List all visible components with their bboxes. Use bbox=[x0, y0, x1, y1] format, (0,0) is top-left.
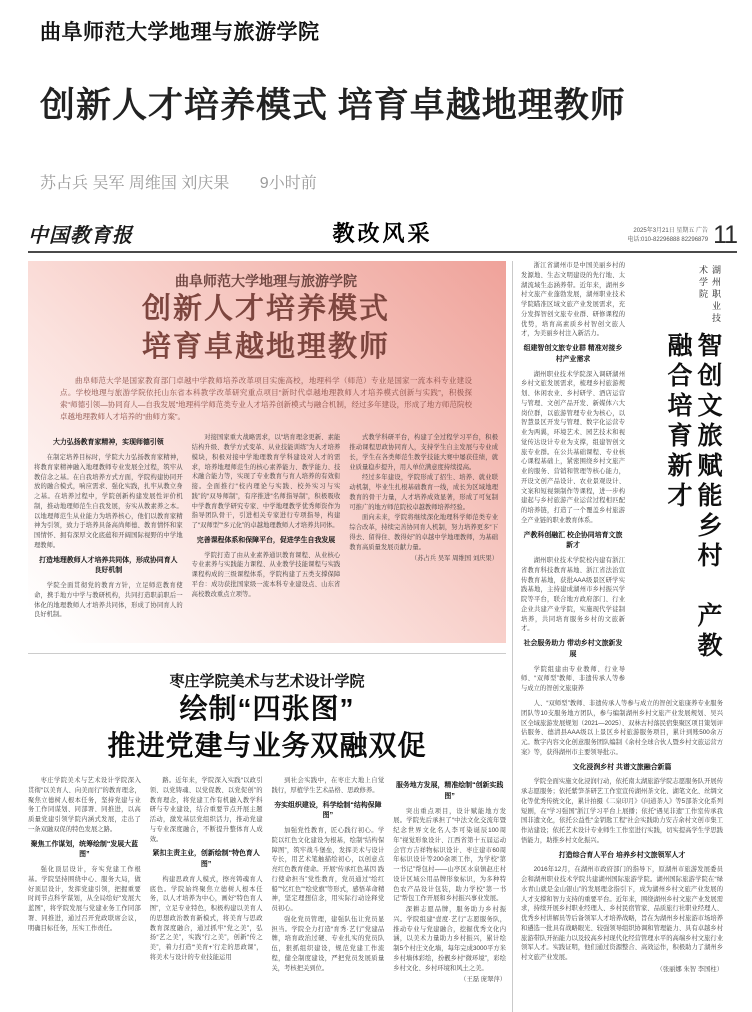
sub-headline: 聚焦工作谋划，统筹绘制“发展大蓝图” bbox=[30, 840, 139, 859]
article-huzhou-vertical-headline-area bbox=[625, 261, 737, 691]
author-signature: （王磊 庞翠萍） bbox=[460, 976, 506, 984]
body-paragraph: 对接国家重大战略需求，以“培育理念更新、素能结构升级、教学方式变革、从业技能训练”为人才培养模块，积极对接中学地理教育学科建设对人才的需求，培养地理师范生的核心素养能力、教学能力、技术融合能力等，实现了专业教育与育人培养的有效衔接。全面推行“校内理论与实践、校外实习与实践”的“双导师制”，有序推进“名师指导制”，积极吸收中学教育教学研究专家、中学地理教学优秀师资作为指导团队骨干，引进相关专家进行专项指导，构建了“双师型”“多元化”的卓越地理教师人才培养共同体。 bbox=[191, 434, 341, 530]
text-column bbox=[28, 776, 141, 1012]
date-line: 2025年3月21日 星期五 广告 bbox=[633, 227, 709, 234]
sub-headline: 服务地方发展，精准绘制“创新实践图” bbox=[395, 782, 504, 800]
body-paragraph: 构建思政育人模式，擦亮铸魂育人底色。学院始终聚焦立德树人根本任务，以人才培养为中心，画好“特色育人图”，立足专业特色，积极构建以美育人的思想政治教育新模式，将美育与思政教育深度融合，通过抓牢“党之美”，弘扬“艺之美”，实践“行之美”，创新“传之美”，着力打造“‘美育+’行走的思政课”，将美术与设计的专业技能运用 bbox=[149, 875, 263, 961]
body-paragraph: 在制定培养目标时，学院大力弘扬教育家精神，将教育家精神融入地理教师专业发展全过程，筑牢从教信念之基。在自我培养方式方面，学院构建协同开放的融合模式，响应需求、强化实践，扎牢从教立身之基。在培养过程中，学院创新构建发展性评价机制，推动地理师范生自我发展，夯实从教素养之本。以地理师范生从业能力为培养核心，他们以教育家精神为引领，致力于培养具备高尚师德、教育情怀和家国情怀、拥有深厚文化底蕴和开阔国际视野的中学地理教师。 bbox=[34, 454, 183, 549]
body-paragraph: 枣庄学院美术与艺术设计学院深入贯彻“以美育人、向美而行”的教育理念，聚焦立德树人根本任务，坚持党建与业务工作同谋划、同部署、同推进，以高质量党建引领学院内涵式发展，走出了一条双融双促的特色发展之路。 bbox=[28, 777, 141, 833]
text-column bbox=[393, 776, 506, 1012]
sub-headline: 夯实组织建设，科学绘制“结构保障图” bbox=[274, 801, 382, 820]
publish-time: 9小时前 bbox=[259, 175, 317, 192]
body-paragraph: 2016年12月，在湖州市政府部门的指导下，原湖州市旅游发展委员会和湖州职业技术学院共建湖州国际旅游学院。湖州国际旅游学院在“绿水青山就是金山银山”的发展理念指引下，成为湖州乡村文旅产业发展的人才支撑和智力支持的重要平台。近年来，围绕湖州乡村文旅产业发展需求，持续开展乡村职业经理人、乡村民宿管家、品质旅行社职业经理人、优秀乡村讲解员等后备领军人才培养战略，旨在为湖州乡村旅游市场培养和遴选一批具有战略眼光、较强领导组织协调和管理能力、具有卓越乡村旅游带队开拓能力以及较高乡村现代化经营管理水平的高端乡村文旅行业领军人才。实践证明，他们通过资源整合、高效运作，积极助力了湖州乡村文旅产业发展。 bbox=[521, 866, 723, 961]
page-number: 11 bbox=[713, 221, 738, 249]
text-column bbox=[521, 261, 625, 691]
sub-headline: 社会服务助力 带动乡村文旅新发展 bbox=[523, 640, 623, 658]
byline bbox=[40, 170, 712, 193]
article-huzhou-bottom bbox=[521, 699, 737, 1012]
body-paragraph: 式教学科研平台，构建了全过程学习平台，积极推动课程思政协同育人，支持学生自主发展与专业成长，学生在各类师范生教学技能大赛中屡获佳绩，就业质量稳步提升，用人单位满意度持续提高。 bbox=[349, 434, 498, 471]
body-paragraph: 经过多年建设，学院形成了招生、培养、就业联动机制，毕业生扎根基础教育一线，成长为区域地理教育的骨干力量，人才培养成效显著，形成了可复制可推广的地方师范院校卓越教师培养经验。 bbox=[349, 474, 498, 511]
article-qufu bbox=[28, 261, 506, 643]
body-paragraph: 学院组建由专业教师、行业导师、“双师型”教师、非遗传承人等参与成立的智创文旅康养 bbox=[521, 665, 625, 691]
author-signature: （苏占兵 吴军 周维国 刘庆果） bbox=[410, 555, 498, 563]
body-paragraph: 深耕志愿品牌，服务助力乡村振兴。学院组建“壹度·艺行”志愿服务队，推动专业与党建融合，挖掘优秀文化内涵，以美术力量助力乡村振兴，累计绘制5个村庄文化墙，每年完成3000平方米乡村墙体彩绘，扮靓乡村“微环境”，彩绘乡村文化、乡村环境和风土之美。 bbox=[393, 906, 506, 972]
sub-headline: 打造综合育人平台 培养乡村文旅领军人才 bbox=[558, 851, 686, 859]
sub-headline: 产教科创融汇 校企协同培育文旅新才 bbox=[523, 531, 623, 550]
article-huzhou-top bbox=[521, 261, 737, 691]
article-zaozhuang bbox=[28, 653, 506, 1012]
section-title: 教改风采 bbox=[332, 221, 433, 246]
body-paragraph: 浙江省湖州市是中国美丽乡村的发源地、生态文明建设的先行地、太湖流域生态涵养带。近年来，湖州乡村文旅产业蓬勃发展，湖州职业技术学院瞄准区域文旅产业发展需求，充分发挥智创文旅专业群、研修课程的优势，培育高素质乡村智创文旅人才，为美丽乡村注入新活力。 bbox=[521, 262, 625, 338]
sub-headline: 大力弘扬教育家精神，实现师德引领 bbox=[52, 439, 164, 447]
text-column bbox=[34, 433, 183, 639]
author-signature: （张丽娜 朱智 李国柱） bbox=[656, 965, 723, 973]
article-huzhou-kicker: 湖州职业技术学院 bbox=[698, 265, 721, 325]
body-paragraph: 人、“双师型”教师、非遗传承人等参与成立的智创文旅康养专业服务团队等10支服务地方团队，参与编制湖州乡村文旅产业发展规划、吴兴区全域旅游发展规划（2021—2025）、双林古村落民宿集聚区项目策划评估服务、德清县AAA级以上景区乡村旅游服务项目，累计到账500余万元。数字内容文化创意服务团队编制《余村全球合伙人暨乡村文旅运营方案》等，获得湖州市主要领导批示。 bbox=[521, 700, 723, 756]
body-paragraph: 路。近年来，学院深入实践“以政引领、以党铸魂、以党促教、以党促创”的教育理念，将党建工作有机融入教学科研与专业建设，结合重要节点开展主题活动，激发基层党组织活力，推动党建与专业深度融合，不断提升整体育人成效。 bbox=[149, 777, 263, 843]
text-column bbox=[349, 433, 498, 639]
article-huzhou bbox=[512, 261, 737, 1012]
sub-headline: 文化浸润乡村 共谱文旅融合新篇 bbox=[572, 763, 672, 771]
body-paragraph: 学院全面实施文化浸润行动，依托南太湖旅游学院志愿服务队开展传承志愿服务；依托紫笋茶研艺工作室宣传湖州茶文化、湖笔文化、丝绸文化等优秀传统文化，累计拍摄《二泉印月》《问道茶人》等5部茶文化系列短剧，在“学习强国”浙江学习平台上展播；依托“遇见非遗”工作室传承我国非遗文化，依托公益性“金钥匙工程”社会实践助力安吉余村文创市集工作站建设；依托艺术设计专业师生工作室进行实践，切实提高学生学思践悟能力，助推乡村文化振兴。 bbox=[521, 778, 723, 844]
byline-authors: 苏占兵 吴军 周维国 刘庆果 bbox=[40, 175, 230, 192]
article-zaozhuang-headline-line2: 推进党建与业务双融双促 bbox=[107, 729, 427, 761]
newspaper-main-column bbox=[28, 261, 506, 1012]
sub-headline: 打造地理教师人才培养共同体，形成协同育人良好机制 bbox=[39, 556, 178, 575]
newspaper-header bbox=[28, 217, 737, 253]
article-qufu-headline-line1: 创新人才培养模式 bbox=[141, 293, 390, 325]
body-paragraph: 湖州职业技术学院深入调研湖州乡村文旅发展需求，梳理乡村旅游规划、休闲农业、乡村研学、酒店运营与管理、文创产品开发、新媒体六大岗位群，以旅游管理专业为核心，以智慧景区开发与管理、数字化运营专业为两翼，环境艺术、园艺技术和视觉传达设计专业为支撑，组建智创文旅专业群。在公共基础课程、专业核心课程基础上，紧密围绕乡村文旅产业的服务、营销和管理等核心能力，开设文创产品设计、农业景观设计、文案和短视频制作等课程，进一步构建起与乡村旅游产业运营过程相匹配的培养链，打造了一个覆盖乡村旅游全产业链的职业教育体系。 bbox=[521, 370, 625, 524]
article-qufu-columns bbox=[34, 433, 498, 639]
newspaper-header-meta bbox=[433, 223, 738, 248]
article-huzhou-headline: 智创文旅赋能乡村 产教融合培育新才 bbox=[664, 332, 722, 663]
body-paragraph: 强化党员管理，建强队伍让党员显担当。学院全力打造“育秀·艺行”党建品牌，培育政治过硬、专业扎实的党员队伍，狠抓组织建设，规范党建工作流程，健全制度建设，严把党员发展质量关，考核把关到位。 bbox=[271, 915, 385, 972]
body-paragraph: 学院全面贯彻党的教育方针，立足师范教育使命，携手地方中学与教研机构，共同打造职前职后一体化的地理教师人才培养共同体，形成了协同育人的良好机制。 bbox=[34, 582, 183, 619]
body-paragraph: 到社会实践中，在枣庄大地上自觉践行，厚植学生艺术品格、思政修养。 bbox=[271, 777, 385, 794]
article-zaozhuang-columns bbox=[28, 776, 506, 1012]
article-zaozhuang-headline-line1: 绘制“四张图” bbox=[179, 693, 355, 725]
article-qufu-lede: 曲阜师范大学是国家教育部门卓越中学教师培养改革项目实施高校，地理科学（师范）专业是国家一流本科专业建设点。学校地理与旅游学院依托山东省本科教学改革研究重点项目“新时代卓越地理教师人才培养模式创新与实践”，积极探索“师德引领—协同育人—自我发展”地理科学师范类专业人才培养创新模式与融合机制，经过多年建设，形成了地方师范院校卓越地理教师人才培养的“曲师方案”。 bbox=[60, 376, 472, 422]
body-paragraph: 加强党性教育，匠心践行初心。学院以红色文化建设为根基，绘制“结构保障图”，筑牢战斗堡垒，发挥美术与设计专长，用艺术笔触描绘初心，以创意点亮红色教育使命。开展“传承红色基因 践行使命担当”党性教育，党员通过“绘红船”“忆红色”“绘党旗”等形式，感悟革命精神，坚定理想信念，用实际行动诠释党员初心。 bbox=[271, 827, 385, 913]
text-column bbox=[272, 776, 385, 1012]
newspaper-image[interactable] bbox=[28, 217, 737, 1012]
text-column bbox=[150, 776, 263, 1012]
date-phone-lines bbox=[627, 227, 708, 245]
body-paragraph: 突出重点项目，设计赋能地方发展。学院先后承担了“中法文化交流年暨纪念世界文化名人李可染诞辰100周年”视觉形象设计、江西省第十五届运动会官方吉祥物标识设计、枣庄建市60周年标识设计等200余项工作，为学校“第一书记”帮包村——山亭区水泉镇赵庄村设计区域公用品牌形象标识，为多种特色农产品设计包装，助力学校“第一书记”帮包工作开展和乡村振兴事业发展。 bbox=[393, 807, 506, 903]
text-column bbox=[192, 433, 341, 639]
body-paragraph: 学院打造了由从业素养通识教育课程、从业核心专业素养与实践能力课程、从业教学技能课程与实践课程构成的三级课程体系，学院构建了五类支撑保障平台：成功获批国家级一流本科专业建设点、山东省高校教改重点立项等。 bbox=[191, 551, 341, 598]
sub-headline: 完善课程体系和保障平台，促进学生自我发展 bbox=[196, 536, 336, 544]
body-paragraph: 面向未来，学院将继续深化地理科学师范类专业综合改革，持续完善协同育人机制，努力培养更多“下得去、留得住、教得好”的卓越中学地理教师，为基础教育高质量发展贡献力量。 bbox=[349, 514, 498, 551]
article-title: 创新人才培养模式 培育卓越地理教师 bbox=[40, 86, 626, 125]
body-paragraph: 强化顶层设计，夯实党建工作根基。学院坚持围绕中心、服务大局，做好顶层设计，发挥党建引领，把握重要时间节点科学谋划，从全局绘好“发展大蓝图”，将学院发展与党建业务工作同部署、同推进，通过召开党政联席会议，明确目标任务，压实工作责任。 bbox=[28, 866, 141, 932]
phone-line: 电话:010-82296888 82296879 bbox=[627, 236, 709, 243]
body-paragraph: 湖州职业技术学院校内建有浙江省教育科技教育基地、浙江省法治宣传教育基地，获批AAA级景区研学实践基地，主持建成湖州市乡村振兴学院等平台，联合地方政府部门、行业企业共建产业学院，实施现代学徒制培养，共同培育服务乡村的文旅新才。 bbox=[521, 557, 625, 633]
article-qufu-headline-line2: 培育卓越地理教师 bbox=[141, 330, 390, 363]
sub-headline: 组建智创文旅专业群 精准对接乡村产业需求 bbox=[523, 345, 623, 363]
reader-header bbox=[0, 0, 752, 193]
newspaper-masthead-wrap bbox=[28, 219, 333, 248]
newspaper-masthead: 中国教育报 bbox=[28, 225, 133, 247]
article-kicker: 曲阜师范大学地理与旅游学院 bbox=[40, 21, 320, 44]
article-qufu-kicker: 曲阜师范大学地理与旅游学院 bbox=[175, 273, 357, 289]
newspaper-body bbox=[28, 261, 737, 1012]
sub-headline: 紧扣主责主业，创新绘制“特色育人图” bbox=[152, 850, 260, 869]
article-zaozhuang-kicker: 枣庄学院美术与艺术设计学院 bbox=[169, 673, 365, 691]
